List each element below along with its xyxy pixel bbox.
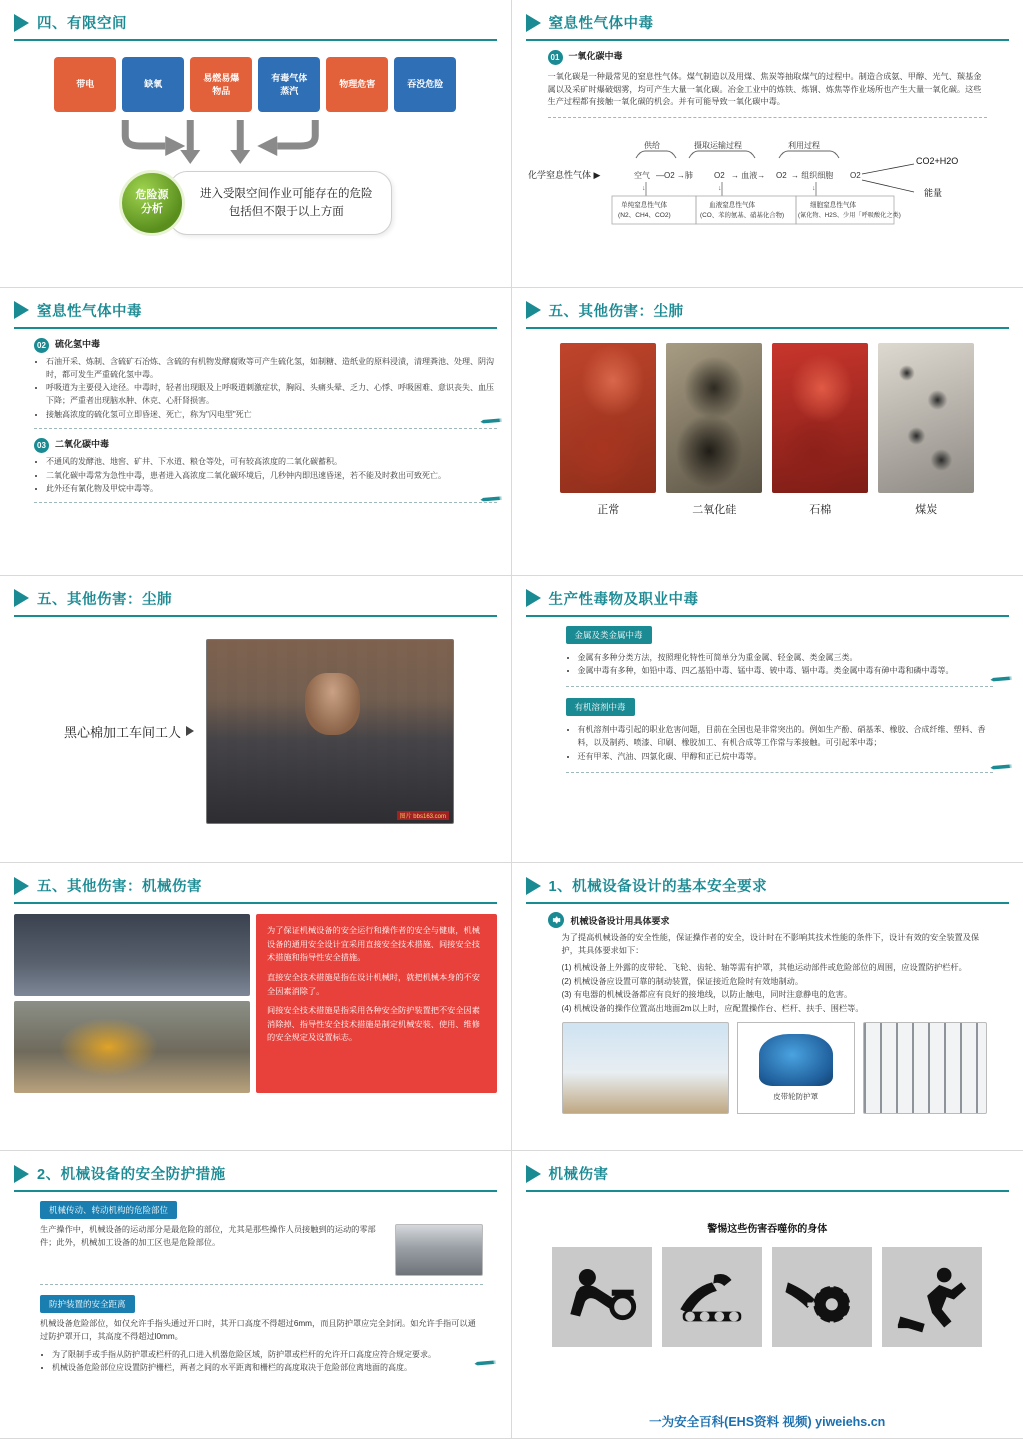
- requirement-line: (2) 机械设备应设置可靠的制动装置，保证接近危险时有效地制动。: [561, 976, 804, 986]
- page-title: 窒息性气体中毒: [548, 16, 654, 32]
- fall-from-height-icon: [893, 1258, 971, 1336]
- photo-caption: 黑心棉加工车间工人: [63, 724, 181, 740]
- shaft-photo: [395, 1224, 483, 1276]
- svg-text:摄取运输过程: 摄取运输过程: [693, 141, 742, 151]
- list-item: • 不通风的发酵池、地窖、矿井、下水道、粮仓等处，可有较高浓度的二氧化碳蓄积。: [46, 456, 497, 469]
- gear-hand-icon: [783, 1258, 861, 1336]
- svg-text:↓: ↓: [641, 185, 645, 193]
- slide-machine-design-safety: [512, 863, 1023, 1151]
- lung-image-silica: [666, 343, 762, 493]
- title-divider: [526, 327, 1010, 329]
- chemical-asphyxiant-diagram: [526, 126, 1010, 240]
- title-divider: [14, 615, 497, 617]
- red-info-panel: [256, 914, 497, 1093]
- list-item: • 金属中毒有多种，如铅中毒、四乙基铅中毒、锰中毒、铍中毒、镉中毒。类金属中毒有砷中毒和磷中毒等。: [578, 665, 994, 678]
- gear-icon: [548, 912, 564, 928]
- hazard-chip: 缺氧: [122, 57, 184, 112]
- numbered-item: [34, 437, 497, 453]
- title-divider: [14, 902, 497, 904]
- sub-title: 机械设备设计用具体要求: [570, 915, 670, 926]
- divider: [34, 502, 497, 503]
- svg-text:↓: ↓: [717, 185, 721, 193]
- hazard-source-badge: 危险源 分析: [119, 170, 185, 236]
- list-item: • 呼吸道为主要侵入途径。中毒时，轻者出现眼及上呼吸道刺激症状，胸闷、头痛头晕、乏力、心悸、呼吸困难、意识丧失、血压下降；严重者出现脑水肿、休克、心肝肾损害。: [46, 382, 497, 408]
- svg-text:↓: ↓: [811, 185, 815, 193]
- lung-caption: 正常: [597, 503, 620, 516]
- divider: [40, 1284, 483, 1285]
- page-title: 生产性毒物及职业中毒: [548, 591, 699, 608]
- injury-icon-box: [882, 1247, 982, 1347]
- lung-image-coal: [878, 343, 974, 493]
- item-number-badge: 03: [34, 438, 49, 453]
- panel-paragraph: 直接安全技术措施是指在设计机械时，就把机械本身的不安全因素消除了。: [267, 972, 480, 996]
- svg-text:(CO、苯的氨基、硝基化合物): (CO、苯的氨基、硝基化合物): [699, 212, 784, 220]
- slide-asphyxia-co: [512, 0, 1023, 288]
- title-divider: [14, 39, 497, 41]
- crane-photo: [562, 1022, 729, 1114]
- list-item: • 二氧化碳中毒常为急性中毒，患者进入高浓度二氧化碳环境后，几秒钟内即迅速昏迷，若不能及时救出可致死亡。: [46, 470, 497, 483]
- title-divider: [526, 615, 1010, 617]
- slide-pneumoconiosis-photo: [0, 576, 512, 864]
- slide-title-row: [526, 875, 1010, 896]
- divider: [566, 686, 994, 687]
- svg-text:单纯窒息性气体: 单纯窒息性气体: [620, 202, 667, 210]
- hazard-chip: 带电: [54, 57, 116, 112]
- slide-title-row: [526, 300, 1010, 321]
- lung-image-asbestos: [772, 343, 868, 493]
- flag-icon: [14, 877, 29, 895]
- title-divider: [14, 1190, 497, 1192]
- hazard-chip: 吞没危险: [394, 57, 456, 112]
- slide-title-row: [14, 875, 497, 896]
- arrow-group: [14, 116, 497, 170]
- section-header: 有机溶剂中毒: [566, 698, 635, 716]
- photo-stack: [14, 914, 250, 1093]
- svg-text:→ 组织细胞: → 组织细胞: [790, 171, 833, 181]
- page-title: 五、其他伤害：尘肺: [37, 591, 172, 608]
- svg-text:供给: 供给: [643, 141, 660, 151]
- slide-title-row: [526, 588, 1010, 609]
- hazard-chip: 物理危害: [326, 57, 388, 112]
- lung-image-normal: [560, 343, 656, 493]
- item-title: 一氧化碳中毒: [568, 51, 623, 61]
- section-header: 机械传动、转动机构的危险部位: [40, 1201, 177, 1219]
- list-item: • 有机溶剂中毒引起的职业危害问题，目前在全国也是非常突出的。例如生产酚、硝基苯、橡胶、合成纤维、塑料、香料，以及制药、喷漆、印刷、橡胶加工、有机合成等工作常与苯接触。可引起苯中毒；: [578, 724, 994, 750]
- svg-text:血液窒息性气体: 血液窒息性气体: [708, 202, 755, 210]
- title-divider: [526, 1190, 1010, 1192]
- scaffold-photo: [863, 1022, 987, 1114]
- list-item: • 机械设备危险部位应设置防护栅栏，两者之间的水平距离和栅栏的高度取决于危险部位离地面的高度。: [52, 1362, 483, 1375]
- hazard-analysis-block: [14, 170, 497, 236]
- svg-text:能量: 能量: [923, 188, 942, 199]
- hazard-chip: 易燃易爆 物品: [190, 57, 252, 112]
- section-safety-distance: [40, 1294, 483, 1375]
- injury-icon-row: [526, 1247, 1010, 1347]
- flag-icon: [14, 301, 29, 319]
- divider: [566, 772, 994, 773]
- belt-guard-photo: [759, 1034, 833, 1086]
- section-header: 防护装置的安全距离: [40, 1295, 135, 1313]
- svg-text:利用过程: 利用过程: [787, 141, 820, 151]
- hazard-chip-list: [14, 57, 497, 112]
- section-dangerous-parts: [40, 1200, 483, 1285]
- title-divider: [14, 327, 497, 329]
- photo-caption-wrap: [14, 722, 194, 741]
- worker-figure: [305, 673, 359, 735]
- belt-guard-photo-wrap: [737, 1022, 855, 1114]
- page-title: 1、机械设备设计的基本安全要求: [548, 879, 768, 896]
- lung-item: [560, 343, 656, 517]
- svg-text:(氰化物、H2S、少用「呼吸酸化之类): (氰化物、H2S、少用「呼吸酸化之类): [797, 212, 901, 220]
- requirement-line: (1) 机械设备上外露的皮带轮、飞轮、齿轮、轴等需有护罩，其他运动部件或危险部位的周围，应设置防护栏杆。: [561, 962, 967, 972]
- page-title: 五、其他伤害：机械伤害: [37, 879, 202, 896]
- svg-text:化学窒息性气体 ▶: 化学窒息性气体 ▶: [527, 170, 600, 181]
- slide-title-row: [526, 12, 1010, 33]
- section-header: 金属及类金属中毒: [566, 626, 652, 644]
- slide-title-row: [14, 1163, 497, 1184]
- slide-machine-injury-photos: [0, 863, 512, 1151]
- flag-icon: [526, 1165, 541, 1183]
- svg-text:O2: O2: [849, 171, 861, 181]
- bullet-list: [566, 652, 994, 679]
- slide-title-row: [14, 300, 497, 321]
- slide-pneumoconiosis-lungs: [512, 288, 1023, 576]
- photo-and-panel-row: [14, 914, 497, 1093]
- item-title: 二氧化碳中毒: [55, 438, 110, 449]
- svg-text:→ 血液→: → 血液→: [730, 171, 765, 181]
- injury-icon-box: [662, 1247, 762, 1347]
- svg-text:O2: O2: [775, 171, 787, 181]
- panel-paragraph: 间接安全技术措施是指采用各种安全防护装置把不安全因素消除掉、指导性安全技术措施是制定机械安装、使用、维修的安全规定及设置标志。: [267, 1006, 480, 1043]
- slide-title-row: [14, 588, 497, 609]
- page-title: 窒息性气体中毒: [37, 303, 142, 320]
- lung-item: [666, 343, 762, 517]
- section-solvent-poison: [566, 697, 994, 772]
- belt-guard-caption: 皮带轮防护罩: [773, 1091, 819, 1101]
- item-number-badge: 01: [548, 50, 563, 65]
- flag-icon: [14, 1165, 29, 1183]
- lung-item: [772, 343, 868, 517]
- slide-machine-injury-icons: [512, 1151, 1023, 1439]
- bullet-list: [40, 1349, 483, 1376]
- slide-machine-protection: [0, 1151, 512, 1439]
- item-number-badge: 02: [34, 338, 49, 353]
- section-paragraph: 机械设备危险部位，如仅允许手指头通过开口时，其开口高度不得超过6mm，而且防护罩应完全封闭。如允许手指可以通过防护罩开口，其高度不得超过l0mm。: [40, 1319, 476, 1341]
- page-title: 四、有限空间: [37, 16, 127, 32]
- section-metal-poison: [566, 625, 994, 688]
- divider: [548, 117, 988, 118]
- list-item: • 此外还有氰化物及甲烷中毒等。: [46, 483, 497, 496]
- photo-row: [562, 1022, 988, 1114]
- bullet-list: [34, 356, 497, 422]
- svg-text:—O2 →肺: —O2 →肺: [655, 171, 693, 181]
- title-divider: [526, 902, 1010, 904]
- lung-item: [878, 343, 974, 517]
- hazard-chip: 有毒气体 蒸汽: [258, 57, 320, 112]
- warning-title: 警惕这些伤害吞噬你的身体: [707, 1224, 828, 1236]
- triangle-right-icon: [186, 726, 194, 736]
- page-title: 2、机械设备的安全防护措施: [37, 1167, 226, 1184]
- flow-arrows-icon: [14, 116, 497, 170]
- sub-title-row: [548, 912, 1010, 928]
- injury-icon-box: [552, 1247, 652, 1347]
- intro-paragraph: 为了提高机械设备的安全性能，保证操作者的安全，设计时在不影响其技术性能的条件下，设计有效的安全装置及保护，其具体要求如下：: [561, 933, 980, 956]
- list-item: • 还有甲苯、汽油、四氯化碳、甲醇和正已烷中毒等。: [578, 751, 994, 764]
- svg-text:CO2+H2O: CO2+H2O: [915, 156, 958, 167]
- photo-watermark: 图片 bbs163.com: [397, 811, 449, 820]
- text-with-photo: [40, 1224, 483, 1276]
- slide-title-row: [14, 12, 497, 33]
- site-watermark: 一为安全百科(EHS资料 视频) yiweiehs.cn: [649, 1414, 886, 1429]
- flag-icon: [526, 14, 541, 32]
- svg-text:(N2、CH4、CO2): (N2、CH4、CO2): [617, 212, 671, 220]
- list-item: • 接触高浓度的硫化氢可立即昏迷、死亡，称为"闪电型"死亡: [46, 409, 497, 422]
- injury-icon-box: [772, 1247, 872, 1347]
- slide-title-row: [526, 1163, 1010, 1184]
- slide-industrial-poison: [512, 576, 1023, 864]
- svg-text:O2: O2: [713, 171, 725, 181]
- bullet-list: [34, 456, 497, 496]
- page-title: 五、其他伤害：尘肺: [548, 303, 684, 320]
- flag-icon: [526, 589, 541, 607]
- diagram-svg: [526, 126, 996, 238]
- bullet-list: [566, 724, 994, 763]
- flag-icon: [526, 301, 541, 319]
- svg-text:细胞窒息性气体: 细胞窒息性气体: [809, 202, 856, 210]
- page-title: 机械伤害: [548, 1167, 609, 1184]
- flag-icon: [14, 14, 29, 32]
- lung-caption: 石棉: [809, 503, 832, 516]
- numbered-item: [548, 49, 1010, 65]
- requirement-line: (4) 机械设备的操作位置高出地面2m以上时，应配置操作台、栏杆、扶手、围栏等。: [561, 1003, 864, 1013]
- divider: [34, 428, 497, 429]
- flag-icon: [14, 589, 29, 607]
- lung-comparison-row: [526, 343, 1010, 517]
- gear-glyph-icon: [551, 915, 561, 925]
- item-paragraph: 一氧化碳是一种最常见的窒息性气体。煤气制造以及用煤、焦炭等抽取煤气的过程中。制造合成氨、甲醇、光气、羰基金属以及采矿时爆破烟雾，均可产生大量一氧化碳。冶金工业中的炼铁、炼钢、炼焦等作业场所也产生大量一氧化碳。这些生产过程都有接触一氧化碳的机会。并有可能导致一氧化碳中毒。: [547, 72, 982, 107]
- worker-photo: [206, 639, 454, 824]
- slide-limited-space: [0, 0, 512, 288]
- list-item: • 石油开采、炼制、含硫矿石冶炼、含硫的有机物发酵腐败等可产生硫化氢，如制糖、造纸业的原料浸渍，清理粪池、处理、阴沟时，都可发生严重硫化氢中毒。: [46, 356, 497, 382]
- list-item: • 金属有多种分类方法，按照理化特性可简单分为重金属、轻金属、类金属三类。: [578, 652, 994, 665]
- photo-with-caption: [14, 639, 497, 824]
- numbered-item: [34, 337, 497, 353]
- list-item: • 为了限制手或手指从防护罩或栏杆的孔口进入机器危险区域，防护罩或栏杆的允许开口高度应符合规定要求。: [52, 1349, 483, 1362]
- chain-hand-icon: [673, 1258, 751, 1336]
- item-title: 硫化氢中毒: [55, 338, 101, 349]
- roller-crush-icon: [563, 1258, 641, 1336]
- slide-asphyxia-h2s-co2: [0, 288, 512, 576]
- title-divider: [526, 39, 1010, 41]
- hazard-analysis-text: 进入受限空间作业可能存在的危险 包括但不限于以上方面: [169, 171, 392, 236]
- panel-paragraph: 为了保证机械设备的安全运行和操作者的安全与健康，机械设备的通用安全设计宜采用直接安全技术措施、间接安全技术措施和指导性安全措施。: [267, 926, 480, 963]
- section-paragraph: 生产操作中，机械设备的运动部分是最危险的部位，尤其是那些操作人员接触到的运动的零部件；此外，机械加工设备的加工区也是危险部位。: [40, 1225, 376, 1247]
- svg-text:空气: 空气: [633, 171, 650, 181]
- machine-photo-bottom: [14, 1001, 250, 1093]
- requirement-line: (3) 有电器的机械设备都应有良好的接地线，以防止触电，同时注意静电的危害。: [561, 990, 853, 1000]
- content-block-h2s: [34, 337, 497, 429]
- flag-icon: [526, 877, 541, 895]
- lung-caption: 煤炭: [915, 503, 938, 516]
- content-block-co2: [34, 437, 497, 503]
- lung-caption: 二氧化硅: [692, 503, 737, 516]
- machine-photo-top: [14, 914, 250, 996]
